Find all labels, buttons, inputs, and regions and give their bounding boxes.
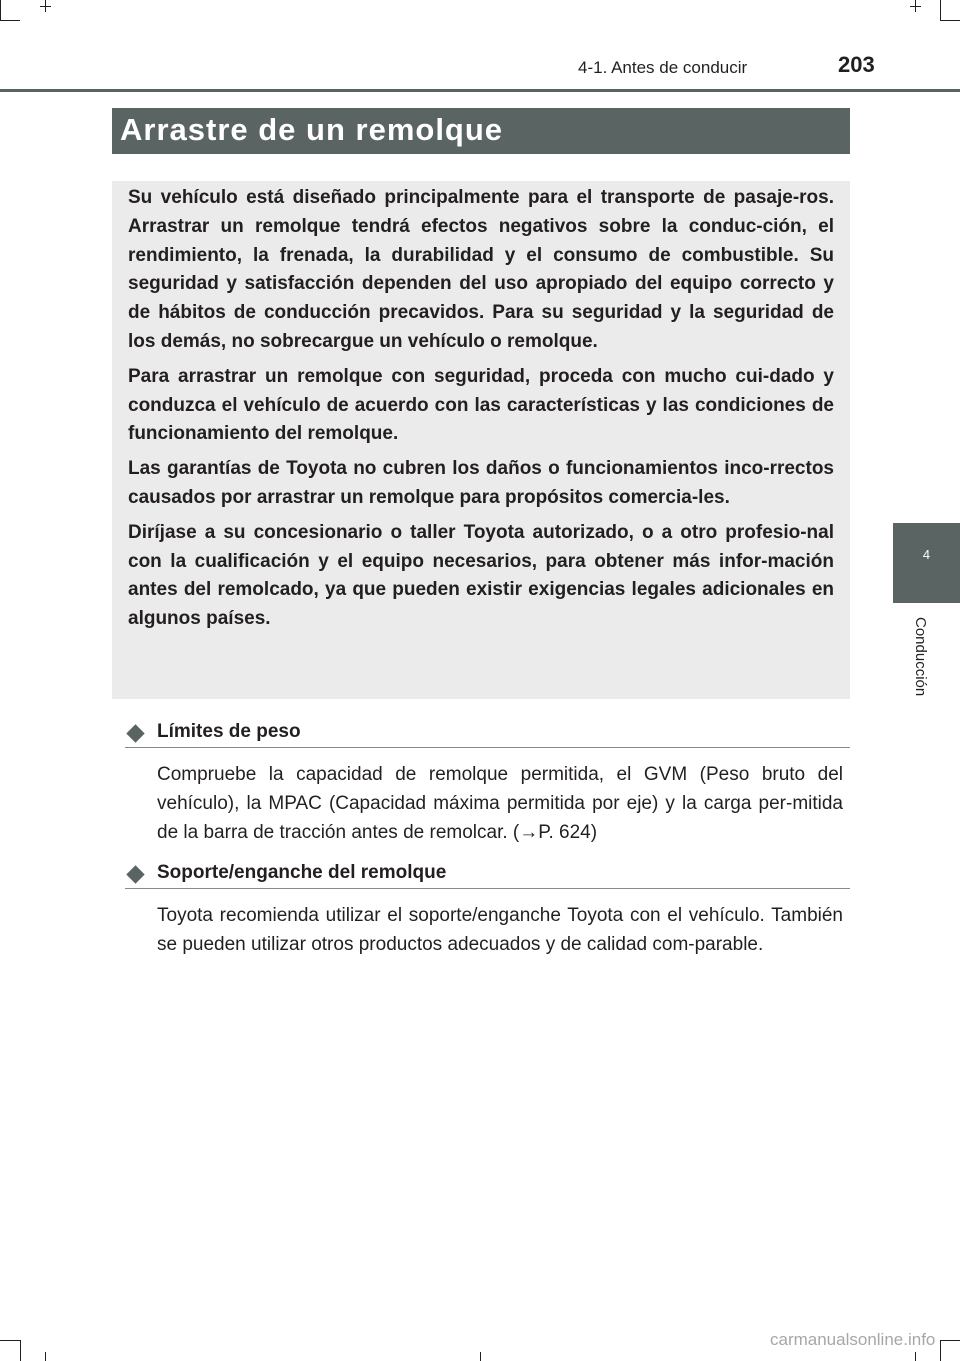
section-text: Compruebe la capacidad de remolque permitida, el GVM (Peso bruto del vehículo), la MPAC (Capacidad máxima permitida por eje) y la carga per-mitida de la barra de tracción antes de remolcar. (→P. 624) xyxy=(157,764,843,843)
crop-mark xyxy=(0,1340,20,1341)
intro-box xyxy=(112,181,850,699)
crop-mark xyxy=(480,1352,481,1361)
diamond-bullet-icon xyxy=(126,724,144,742)
crop-mark xyxy=(0,0,1,20)
section-heading-hitch xyxy=(125,860,850,889)
chapter-tab xyxy=(893,523,960,603)
header-rule xyxy=(0,89,960,92)
section-heading-label: Soporte/enganche del remolque xyxy=(157,862,447,883)
intro-paragraph: Las garantías de Toyota no cubren los daños o funcionamientos inco-rrectos causados por arrastrar un remolque para propósitos comercia-les. xyxy=(128,458,834,508)
crop-mark xyxy=(0,20,20,21)
section-heading-label: Límites de peso xyxy=(157,721,301,742)
crop-mark xyxy=(915,1352,916,1361)
diamond-bullet-icon xyxy=(126,865,144,883)
section-heading-weight-limits xyxy=(125,719,850,748)
section-text: Toyota recomienda utilizar el soporte/enganche Toyota con el vehículo. También se pueden utilizar otros productos adecuados y de calidad com-parable. xyxy=(157,905,843,955)
intro-paragraph: Diríjase a su concesionario o taller Toyota autorizado, o a otro profesio-nal con la cualificación y el equipo necesarios, para obtener más infor-mación antes del remolcado, ya que pueden existir exigencias legales adicionales en algunos países. xyxy=(128,521,834,630)
intro-paragraph: Su vehículo está diseñado principalmente para el transporte de pasaje-ros. Arrastrar un remolque tendrá efectos negativos sobre la conduc-ción, el rendimiento, la frenada, la durabilidad y el consumo de combustible. Su seguridad y satisfacción dependen del uso apropiado del equipo correcto y de hábitos de conducción precavidos. Para su seguridad y la seguridad de los demás, no sobrecargue un vehículo o remolque. xyxy=(128,187,834,352)
chapter-label: Conducción xyxy=(912,617,929,697)
watermark: carmanualsonline.info xyxy=(770,1330,936,1349)
crop-mark xyxy=(940,20,960,21)
crop-mark xyxy=(45,1352,46,1361)
page-title: Arrastre de un remolque xyxy=(112,108,850,154)
crop-mark xyxy=(910,6,921,7)
crop-mark xyxy=(40,6,51,7)
chapter-number: 4 xyxy=(922,547,931,562)
crop-mark xyxy=(20,1340,21,1361)
crop-mark xyxy=(940,1340,941,1361)
crop-mark xyxy=(940,0,941,20)
section-header: 4-1. Antes de conducir xyxy=(578,58,748,77)
crop-mark xyxy=(940,1340,960,1341)
page-number: 203 xyxy=(838,52,875,77)
intro-paragraph: Para arrastrar un remolque con seguridad, proceda con mucho cui-dado y conduzca el vehículo de acuerdo con las características y las condiciones de funcionamiento del remolque. xyxy=(128,365,834,445)
